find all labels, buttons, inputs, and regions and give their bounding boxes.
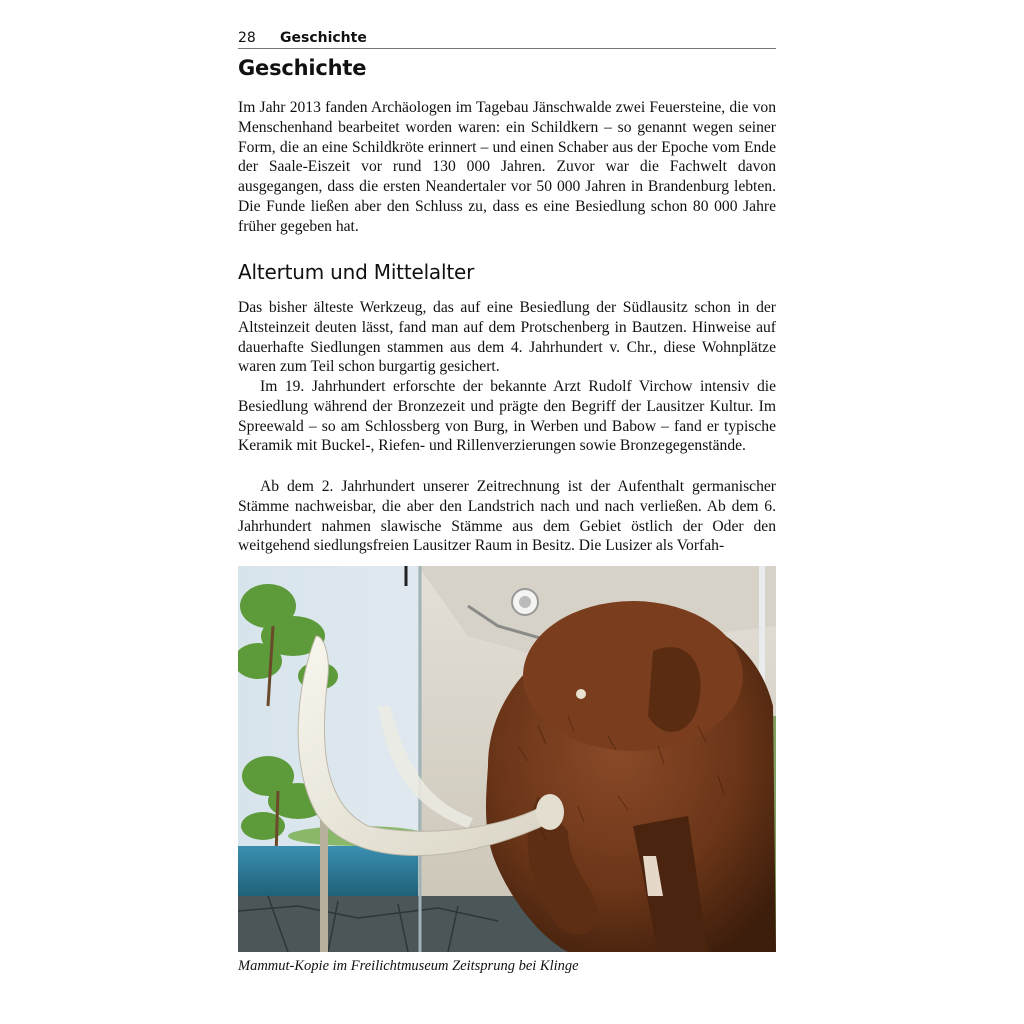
paragraph-germanic-slavic: Ab dem 2. Jahrhundert unserer Zeitrechnung ist der Aufenthalt germanischer Stämme nachweisbar, die aber den Landstrich nach und nach verließen. Ab dem 6. Jahrhundert nahmen slawische Stämme aus dem Gebiet östlich der Oder den weitgehend siedlungsfreien Lausitzer Raum in Besitz. Die Lusizer als Vorfah- <box>238 478 776 555</box>
section-heading: Altertum und Mittelalter <box>238 260 475 284</box>
paragraph-intro: Im Jahr 2013 fanden Archäologen im Tagebau Jänschwalde zwei Feuersteine, die von Menschenhand bearbeitet worden waren: ein Schildkern – so genannt wegen seiner Form, die an eine Schildkröte erinnert – und einen Schaber aus der Epoche vom Ende der Saale-Eiszeit vor rund 130 000 Jahren. Zuvor war die Fachwelt davon ausgegangen, dass die ersten Neandertaler vor 50 000 Jahren in Brandenburg lebten. Die Funde ließen aber den Schluss zu, dass es eine Besiedlung schon 80 000 Jahre früher gegeben hat. <box>238 99 776 235</box>
paragraph-virchow: Im 19. Jahrhundert erforschte der bekannte Arzt Rudolf Virchow intensiv die Besiedlung während der Bronzezeit und prägte den Begriff der Lausitzer Kultur. Im Spreewald – so am Schlossberg von Burg, in Werben und Babow – fand er typische Keramik mit Buckel-, Riefen- und Rillenverzierungen sowie Bronzegegenstände. <box>238 378 776 455</box>
mammoth-photo <box>238 566 776 952</box>
running-header-title: Geschichte <box>280 30 367 46</box>
figure-caption: Mammut-Kopie im Freilichtmuseum Zeitsprung bei Klinge <box>238 958 579 974</box>
running-header <box>238 30 776 49</box>
paragraph-oldest-tool: Das bisher älteste Werkzeug, das auf eine Besiedlung der Südlausitz schon in der Altsteinzeit deuten lässt, fand man auf dem Protschenberg in Bautzen. Hinweise auf dauerhafte Siedlungen stammen aus dem 4. Jahrhundert v. Chr., diese Wohnplätze waren zum Teil schon burgartig gesichert. <box>238 299 776 376</box>
page-number: 28 <box>238 30 256 46</box>
chapter-title: Geschichte <box>238 56 367 80</box>
